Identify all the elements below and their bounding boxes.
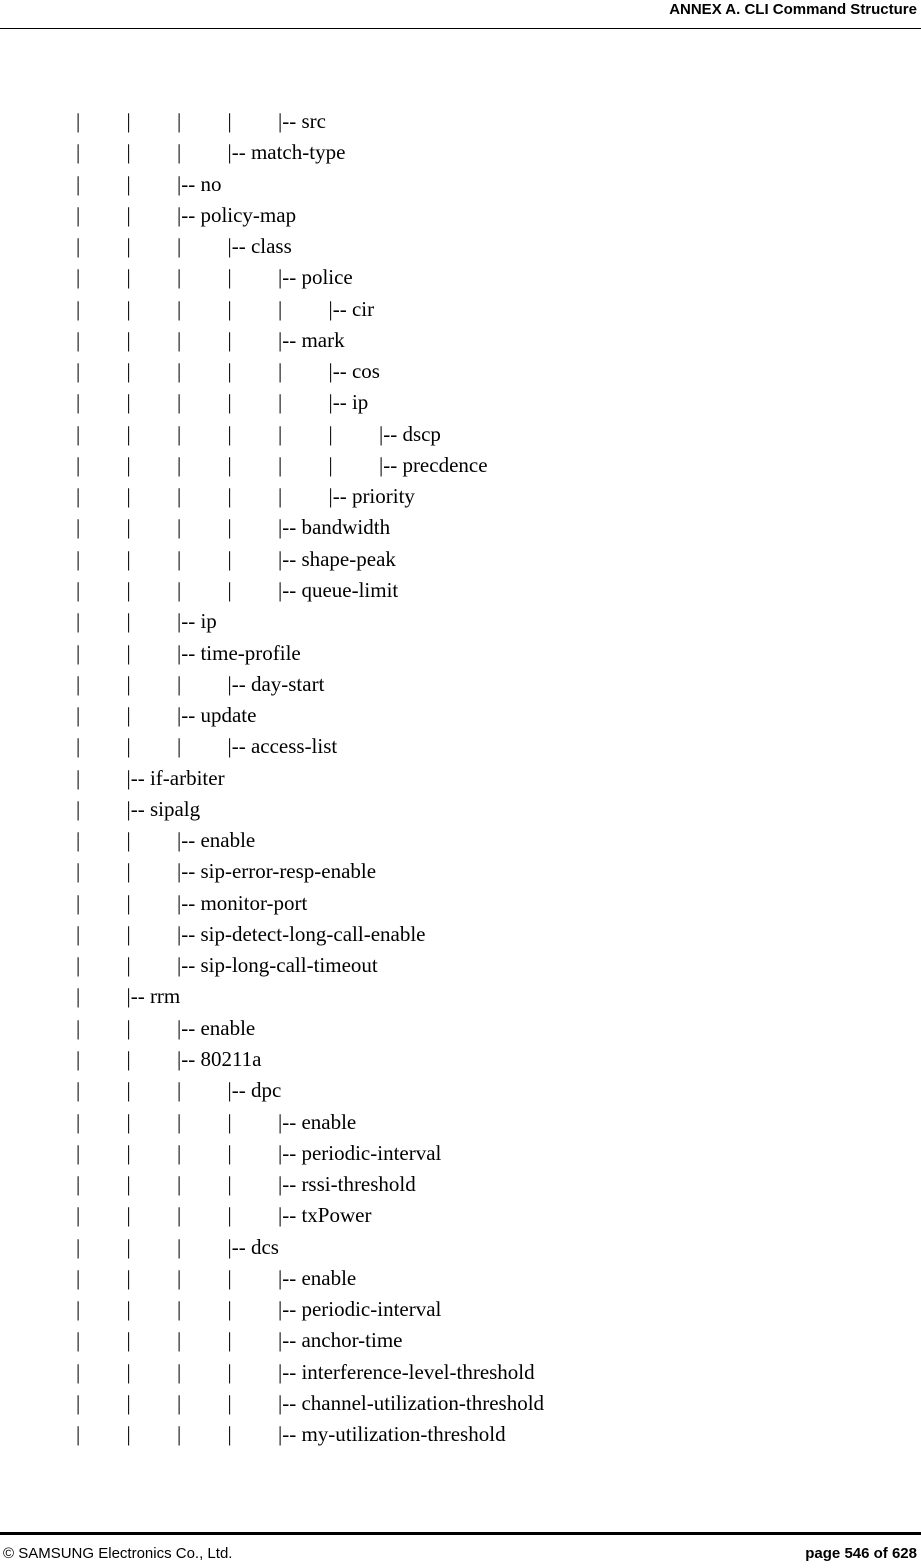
tree-branch-bar: |: [227, 452, 232, 477]
tree-node-label: |-- src: [278, 109, 326, 133]
tree-line: [0, 294, 921, 325]
tree-node-label: |-- match-type: [227, 140, 346, 165]
tree-branch-bar: |: [177, 390, 182, 415]
tree-branch-bar: |: [177, 546, 182, 571]
tree-branch-bar: |: [126, 390, 131, 415]
tree-branch-bar: |: [177, 421, 182, 446]
tree-node-label: |-- time-profile: [177, 640, 301, 665]
tree-branch-bar: |: [177, 140, 182, 165]
tree-branch-bar: |: [76, 546, 81, 571]
tree-branch-bar: |: [76, 609, 81, 634]
tree-branch-bar: |: [76, 1046, 81, 1071]
tree-branch-bar: |: [76, 1390, 81, 1415]
tree-line: [0, 669, 921, 700]
tree-node-label: |-- access-list: [227, 734, 338, 759]
tree-node-label: |-- periodic-interval: [278, 1140, 442, 1165]
tree-node-label: |-- dpc: [227, 1078, 282, 1103]
tree-branch-bar: |: [278, 484, 283, 509]
tree-branch-bar: |: [227, 1140, 232, 1165]
footer-copyright: © SAMSUNG Electronics Co., Ltd.: [3, 1545, 233, 1562]
tree-node-label: |-- rrm: [126, 984, 181, 1009]
tree-line: [0, 700, 921, 731]
tree-line: [0, 1200, 921, 1231]
tree-branch-bar: |: [126, 265, 131, 290]
tree-branch-bar: |: [76, 1234, 81, 1259]
tree-branch-bar: |: [278, 421, 283, 446]
tree-branch-bar: |: [126, 828, 131, 853]
tree-branch-bar: |: [76, 327, 81, 352]
tree-branch-bar: |: [177, 327, 182, 352]
tree-line: [0, 1388, 921, 1419]
command-tree: [0, 106, 921, 1450]
tree-line: [0, 1107, 921, 1138]
tree-node-label: |-- enable: [278, 1109, 357, 1134]
tree-branch-bar: |: [328, 421, 333, 446]
tree-branch-bar: |: [126, 109, 131, 133]
tree-node-label: |-- bandwidth: [278, 515, 391, 540]
tree-line: [0, 200, 921, 231]
tree-branch-bar: |: [76, 671, 81, 696]
tree-node-label: |-- priority: [328, 484, 415, 509]
tree-branch-bar: |: [227, 1328, 232, 1353]
tree-branch-bar: |: [227, 296, 232, 321]
tree-line: [0, 950, 921, 981]
tree-branch-bar: |: [126, 609, 131, 634]
tree-branch-bar: |: [177, 234, 182, 259]
tree-line: [0, 262, 921, 293]
tree-branch-bar: |: [177, 1390, 182, 1415]
tree-branch-bar: |: [126, 671, 131, 696]
tree-line: [0, 731, 921, 762]
tree-branch-bar: |: [126, 515, 131, 540]
tree-branch-bar: |: [76, 640, 81, 665]
tree-node-label: |-- sip-detect-long-call-enable: [177, 921, 426, 946]
tree-line: [0, 544, 921, 575]
tree-branch-bar: |: [126, 921, 131, 946]
tree-line: [0, 794, 921, 825]
tree-node-label: |-- queue-limit: [278, 577, 399, 602]
tree-branch-bar: |: [76, 202, 81, 227]
tree-node-label: |-- police: [278, 265, 353, 290]
tree-branch-bar: |: [126, 546, 131, 571]
header-title: ANNEX A. CLI Command Structure: [669, 1, 917, 18]
tree-branch-bar: |: [76, 421, 81, 446]
tree-branch-bar: |: [76, 984, 81, 1009]
tree-branch-bar: |: [227, 1109, 232, 1134]
tree-branch-bar: |: [227, 1359, 232, 1384]
tree-branch-bar: |: [177, 1265, 182, 1290]
tree-line: [0, 169, 921, 200]
tree-line: [0, 1294, 921, 1325]
tree-branch-bar: |: [177, 296, 182, 321]
tree-line: [0, 137, 921, 168]
tree-branch-bar: |: [177, 1109, 182, 1134]
tree-branch-bar: |: [76, 1109, 81, 1134]
tree-line: [0, 575, 921, 606]
tree-branch-bar: |: [227, 359, 232, 384]
tree-branch-bar: |: [227, 327, 232, 352]
page-header: [0, 0, 921, 29]
tree-node-label: |-- my-utilization-threshold: [278, 1422, 506, 1447]
tree-node-label: |-- dcs: [227, 1234, 279, 1259]
tree-line: [0, 106, 921, 137]
tree-line: [0, 231, 921, 262]
tree-branch-bar: |: [126, 703, 131, 728]
tree-branch-bar: |: [76, 703, 81, 728]
tree-branch-bar: |: [177, 577, 182, 602]
tree-node-label: |-- cos: [328, 359, 380, 384]
tree-line: [0, 356, 921, 387]
tree-node-label: |-- dscp: [379, 421, 441, 446]
tree-branch-bar: |: [126, 859, 131, 884]
tree-node-label: |-- txPower: [278, 1203, 372, 1228]
tree-branch-bar: |: [227, 577, 232, 602]
tree-branch-bar: |: [76, 1015, 81, 1040]
tree-node-label: |-- interference-level-threshold: [278, 1359, 535, 1384]
tree-node-label: |-- sip-long-call-timeout: [177, 953, 378, 978]
tree-branch-bar: |: [126, 1265, 131, 1290]
tree-node-label: |-- policy-map: [177, 202, 297, 227]
tree-branch-bar: |: [76, 109, 81, 133]
tree-node-label: |-- ip: [328, 390, 369, 415]
tree-node-label: |-- sip-error-resp-enable: [177, 859, 377, 884]
tree-branch-bar: |: [76, 452, 81, 477]
tree-node-label: |-- precdence: [379, 452, 488, 477]
tree-line: [0, 1325, 921, 1356]
tree-branch-bar: |: [76, 140, 81, 165]
tree-branch-bar: |: [126, 1109, 131, 1134]
tree-branch-bar: |: [177, 484, 182, 509]
tree-line: [0, 1044, 921, 1075]
tree-line: [0, 1263, 921, 1294]
tree-node-label: |-- no: [177, 171, 222, 196]
tree-line: [0, 450, 921, 481]
footer-page-number: page 546 of 628: [805, 1545, 917, 1562]
tree-node-label: |-- shape-peak: [278, 546, 396, 571]
tree-branch-bar: |: [76, 234, 81, 259]
tree-line: [0, 1232, 921, 1263]
tree-branch-bar: |: [278, 296, 283, 321]
tree-branch-bar: |: [177, 1172, 182, 1197]
tree-branch-bar: |: [278, 390, 283, 415]
tree-branch-bar: |: [76, 515, 81, 540]
tree-node-label: |-- mark: [278, 327, 345, 352]
tree-branch-bar: |: [177, 1359, 182, 1384]
tree-branch-bar: |: [328, 452, 333, 477]
tree-line: [0, 981, 921, 1012]
tree-node-label: |-- cir: [328, 296, 375, 321]
tree-node-label: |-- if-arbiter: [126, 765, 225, 790]
tree-branch-bar: |: [177, 671, 182, 696]
tree-branch-bar: |: [177, 515, 182, 540]
tree-node-label: |-- enable: [177, 828, 256, 853]
tree-line: [0, 1075, 921, 1106]
tree-branch-bar: |: [126, 1203, 131, 1228]
tree-branch-bar: |: [76, 1359, 81, 1384]
tree-branch-bar: |: [177, 1078, 182, 1103]
tree-node-label: |-- ip: [177, 609, 217, 634]
tree-branch-bar: |: [76, 296, 81, 321]
tree-branch-bar: |: [126, 452, 131, 477]
tree-node-label: |-- 80211a: [177, 1046, 262, 1071]
tree-branch-bar: |: [76, 1140, 81, 1165]
tree-branch-bar: |: [76, 796, 81, 821]
tree-branch-bar: |: [227, 1203, 232, 1228]
tree-branch-bar: |: [177, 1203, 182, 1228]
tree-branch-bar: |: [177, 359, 182, 384]
tree-branch-bar: |: [76, 859, 81, 884]
tree-branch-bar: |: [227, 1172, 232, 1197]
tree-branch-bar: |: [76, 1297, 81, 1322]
tree-branch-bar: |: [76, 953, 81, 978]
tree-branch-bar: |: [177, 734, 182, 759]
tree-branch-bar: |: [126, 1328, 131, 1353]
tree-line: [0, 1013, 921, 1044]
tree-branch-bar: |: [177, 1140, 182, 1165]
tree-branch-bar: |: [227, 421, 232, 446]
tree-branch-bar: |: [126, 1297, 131, 1322]
tree-line: [0, 1419, 921, 1450]
tree-branch-bar: |: [126, 1172, 131, 1197]
tree-node-label: |-- periodic-interval: [278, 1297, 442, 1322]
tree-branch-bar: |: [126, 577, 131, 602]
tree-line: [0, 512, 921, 543]
tree-branch-bar: |: [126, 421, 131, 446]
tree-branch-bar: |: [126, 890, 131, 915]
tree-branch-bar: |: [177, 452, 182, 477]
tree-branch-bar: |: [76, 1172, 81, 1197]
tree-branch-bar: |: [126, 359, 131, 384]
tree-line: [0, 856, 921, 887]
tree-branch-bar: |: [126, 1140, 131, 1165]
tree-branch-bar: |: [126, 484, 131, 509]
tree-branch-bar: |: [76, 765, 81, 790]
tree-branch-bar: |: [126, 734, 131, 759]
tree-branch-bar: |: [76, 577, 81, 602]
tree-branch-bar: |: [126, 1359, 131, 1384]
tree-node-label: |-- enable: [278, 1265, 357, 1290]
tree-branch-bar: |: [126, 1390, 131, 1415]
tree-branch-bar: |: [76, 1422, 81, 1447]
tree-line: [0, 638, 921, 669]
tree-branch-bar: |: [76, 1203, 81, 1228]
tree-branch-bar: |: [227, 390, 232, 415]
tree-branch-bar: |: [76, 1328, 81, 1353]
tree-branch-bar: |: [126, 640, 131, 665]
tree-line: [0, 481, 921, 512]
tree-node-label: |-- monitor-port: [177, 890, 308, 915]
tree-line: [0, 606, 921, 637]
tree-branch-bar: |: [76, 390, 81, 415]
tree-branch-bar: |: [126, 171, 131, 196]
tree-node-label: |-- sipalg: [126, 796, 201, 821]
tree-branch-bar: |: [76, 484, 81, 509]
tree-line: [0, 888, 921, 919]
tree-branch-bar: |: [126, 327, 131, 352]
tree-branch-bar: |: [177, 1328, 182, 1353]
tree-node-label: |-- channel-utilization-threshold: [278, 1390, 545, 1415]
tree-branch-bar: |: [76, 265, 81, 290]
tree-branch-bar: |: [76, 828, 81, 853]
tree-branch-bar: |: [177, 1297, 182, 1322]
page-footer: [0, 1532, 921, 1568]
tree-branch-bar: |: [227, 515, 232, 540]
tree-node-label: |-- enable: [177, 1015, 256, 1040]
tree-node-label: |-- rssi-threshold: [278, 1172, 416, 1197]
tree-line: [0, 825, 921, 856]
tree-branch-bar: |: [126, 140, 131, 165]
tree-line: [0, 325, 921, 356]
tree-branch-bar: |: [126, 202, 131, 227]
tree-branch-bar: |: [227, 1297, 232, 1322]
tree-node-label: |-- update: [177, 703, 257, 728]
tree-branch-bar: |: [76, 1265, 81, 1290]
tree-branch-bar: |: [227, 265, 232, 290]
tree-line: [0, 1169, 921, 1200]
tree-line: [0, 419, 921, 450]
tree-branch-bar: |: [227, 546, 232, 571]
tree-line: [0, 1357, 921, 1388]
tree-branch-bar: |: [177, 265, 182, 290]
tree-branch-bar: |: [126, 1422, 131, 1447]
tree-branch-bar: |: [76, 890, 81, 915]
tree-branch-bar: |: [126, 296, 131, 321]
tree-node-label: |-- anchor-time: [278, 1328, 403, 1353]
tree-branch-bar: |: [227, 109, 232, 133]
tree-branch-bar: |: [76, 734, 81, 759]
tree-branch-bar: |: [177, 1422, 182, 1447]
tree-line: [0, 919, 921, 950]
tree-branch-bar: |: [227, 1390, 232, 1415]
tree-branch-bar: |: [177, 1234, 182, 1259]
tree-branch-bar: |: [126, 1046, 131, 1071]
tree-branch-bar: |: [126, 1234, 131, 1259]
tree-branch-bar: |: [227, 484, 232, 509]
tree-branch-bar: |: [126, 1015, 131, 1040]
tree-line: [0, 1138, 921, 1169]
tree-node-label: |-- day-start: [227, 671, 325, 696]
tree-branch-bar: |: [76, 171, 81, 196]
tree-branch-bar: |: [177, 109, 182, 133]
tree-branch-bar: |: [227, 1422, 232, 1447]
tree-branch-bar: |: [126, 234, 131, 259]
tree-branch-bar: |: [76, 1078, 81, 1103]
tree-branch-bar: |: [278, 452, 283, 477]
tree-branch-bar: |: [76, 921, 81, 946]
tree-branch-bar: |: [126, 1078, 131, 1103]
tree-branch-bar: |: [278, 359, 283, 384]
tree-line: [0, 763, 921, 794]
tree-branch-bar: |: [126, 953, 131, 978]
tree-branch-bar: |: [76, 359, 81, 384]
tree-branch-bar: |: [227, 1265, 232, 1290]
tree-line: [0, 387, 921, 418]
tree-node-label: |-- class: [227, 234, 292, 259]
